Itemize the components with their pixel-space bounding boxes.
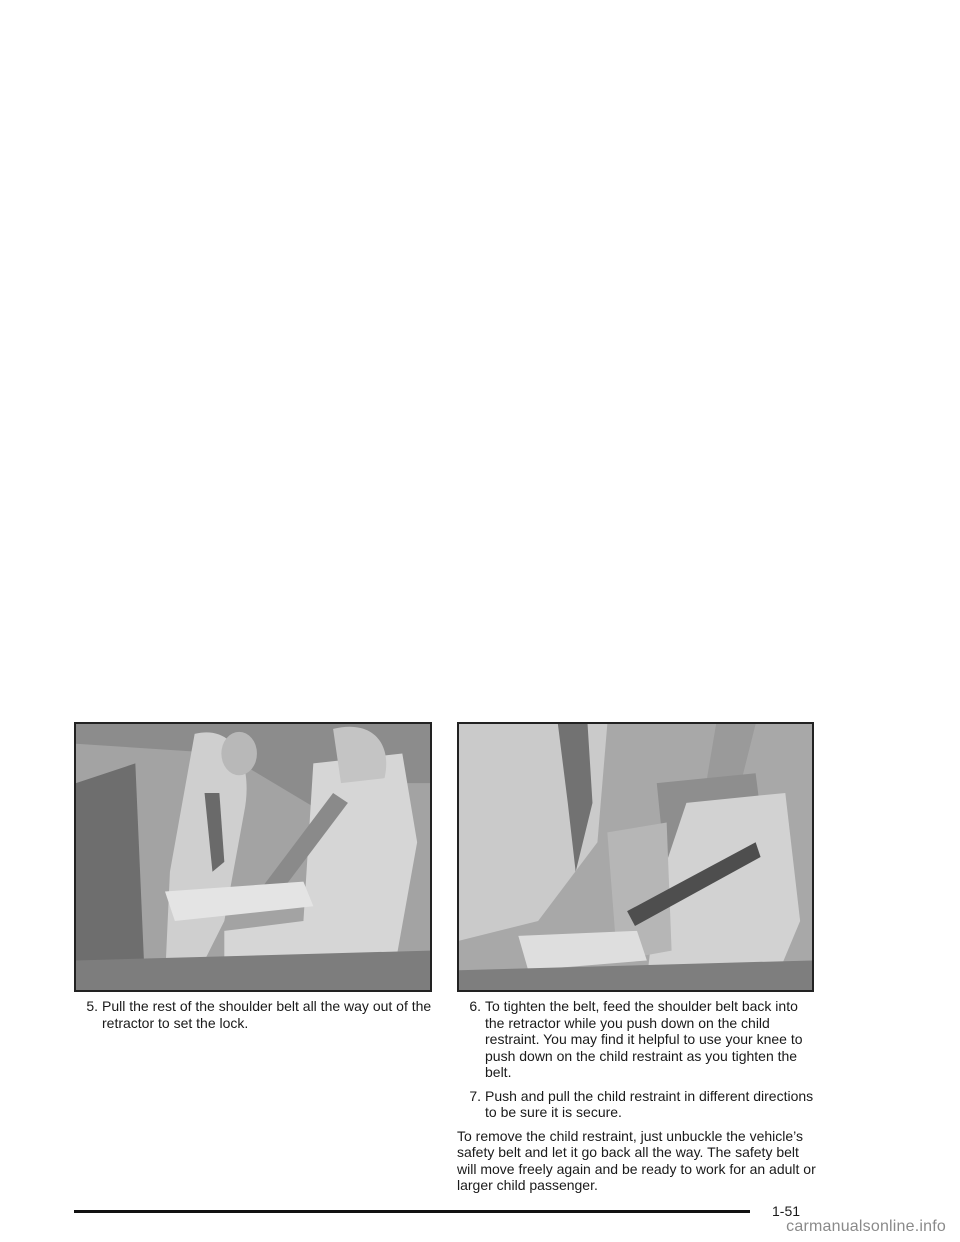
- illustration-drawing: [459, 724, 812, 990]
- step-number: 6.: [469, 998, 481, 1014]
- watermark: carmanualsonline.info: [786, 1218, 946, 1235]
- footer-rule: [74, 1210, 750, 1213]
- illustration-pull-shoulder-belt: [74, 722, 432, 992]
- removal-paragraph: To remove the child restraint, just unbuckle the vehicle’s safety belt and let it go back all the way. The safety belt will move freely again and be ready to work for an adult or larger child passenger.: [457, 1127, 816, 1193]
- step-text: Pull the rest of the shoulder belt all the way out of the retractor to set the lock.: [102, 998, 432, 1031]
- right-column: [457, 998, 819, 1194]
- step-text: To tighten the belt, feed the shoulder belt back into the retractor while you push down on the child restraint. You may find it helpful to use your knee to push down on the child restraint as you tighten the belt.: [485, 998, 803, 1080]
- illustration-tighten-belt: [457, 722, 814, 992]
- step-text: Push and pull the child restraint in different directions to be sure it is secure.: [485, 1087, 814, 1120]
- page-number: 1-51: [772, 1203, 801, 1219]
- step-number: 5.: [86, 998, 98, 1014]
- illustration-drawing: [76, 724, 430, 990]
- step-6: [457, 998, 819, 1081]
- left-column: [74, 998, 432, 1038]
- step-5: [74, 998, 432, 1031]
- step-7: [457, 1088, 819, 1121]
- step-number: 7.: [469, 1087, 481, 1104]
